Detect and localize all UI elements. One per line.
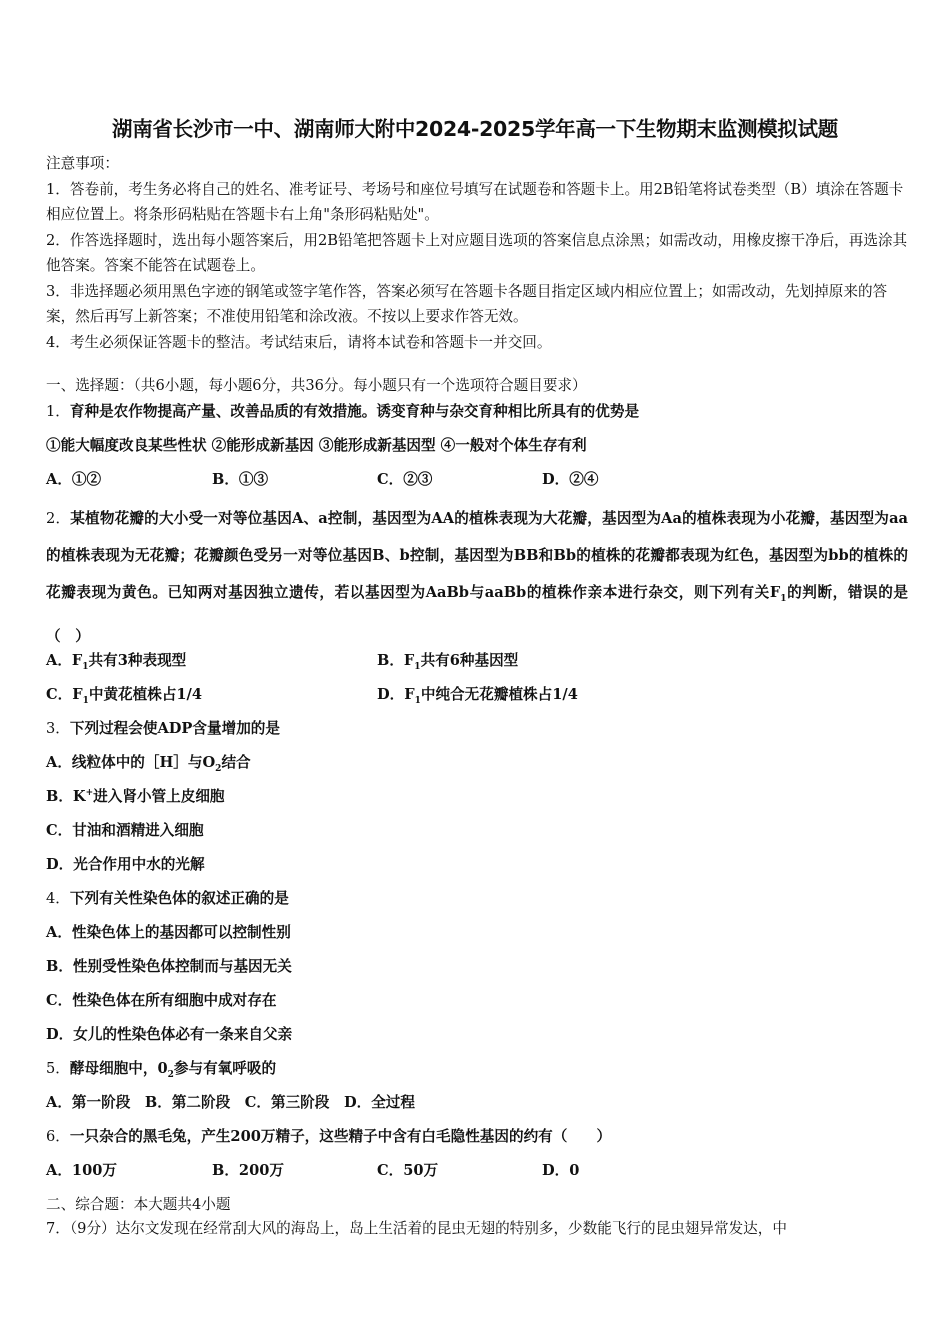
question-2 [46, 500, 908, 655]
question-5 [46, 1057, 908, 1080]
question-3 [46, 717, 908, 738]
notes-heading: 注意事项： [46, 155, 119, 172]
subscript: 2 [167, 1069, 174, 1080]
notes-item: 1．答卷前，考生务必将自己的姓名、准考证号、考场号和座位号填写在试题卷和答题卡上。用2B铅笔将试卷类型（B）填涂在答题卡相应位置上。将条形码粘贴在答题卡右上角"条形码粘贴处"。 [46, 180, 904, 223]
question-stem: 育种是农作物提高产量、改善品质的有效措施。诱变育种与杂交育种相比所具有的优势是 [69, 403, 640, 420]
section2-heading: 二、综合题：本大题共4小题 [46, 1196, 231, 1213]
option-b: B．①③ [212, 471, 269, 488]
option-d: D．光合作用中水的光解 [46, 856, 205, 873]
question-stem: 一只杂合的黑毛兔，产生200万精子，这些精子中含有白毛隐性基因的约有（ ） [69, 1128, 612, 1145]
question-number: 1． [46, 403, 70, 420]
option-d: D．②④ [542, 471, 599, 488]
notes-block [46, 151, 908, 355]
option-a: A．100万 [46, 1162, 117, 1179]
option-d: D．0 [542, 1162, 580, 1179]
q1-statements: ①能大幅度改良某些性状 ②能形成新基因 ③能形成新基因型 ④一般对个体生存有利 [46, 437, 587, 454]
question-1 [46, 400, 908, 421]
question-number: 5． [46, 1060, 70, 1077]
option-c: C．$F_1$中黄花植株占1/4 [46, 686, 203, 706]
notes-item: 2．作答选择题时，选出每小题答案后，用2B铅笔把答题卡上对应题目选项的答案信息点涂黑；如需改动，用橡皮擦干净后，再选涂其他答案。答案不能答在试题卷上。 [46, 231, 908, 274]
question-number: 2． [46, 510, 71, 527]
option-d: D．$F_1$中纯合无花瓣植株占1/4 [377, 686, 578, 706]
option-b: B．200万 [212, 1162, 284, 1179]
option-b: B．K+进入肾小管上皮细胞 [46, 788, 225, 805]
notes-item: 3．非选择题必须用黑色字迹的钢笔或签字笔作答，答案必须写在答题卡各题目指定区域内相应位置上；如需改动，先划掉原来的答案，然后再写上新答案；不准使用铅笔和涂改液。不按以上要求作答无效。 [46, 282, 888, 325]
page-title: 湖南省长沙市一中、湖南师大附中2024-2025学年高一下生物期末监测模拟试题 [112, 117, 838, 141]
subscript: 1 [780, 593, 787, 604]
question-6 [46, 1125, 908, 1146]
question-stem: 下列过程会使ADP含量增加的是 [69, 720, 280, 737]
notes-item: 4．考生必须保证答题卡的整洁。考试结束后，请将本试卷和答题卡一并交回。 [46, 333, 552, 351]
section1-heading: 一、选择题：（共6小题，每小题6分，共36分。每小题只有一个选项符合题目要求） [46, 377, 587, 394]
option-a: A．$F_1$共有3种表现型 [46, 652, 187, 672]
option-c: C．性染色体在所有细胞中成对存在 [46, 992, 277, 1009]
question-number: 4． [46, 890, 70, 907]
option-a: A．①② [46, 471, 102, 488]
option-b: B．$F_1$共有6种基因型 [377, 652, 519, 672]
question-number: 6． [46, 1128, 70, 1145]
question-stem-end: 的判断，错误的是（ ） [46, 584, 908, 645]
option-c: C．甘油和酒精进入细胞 [46, 822, 204, 839]
question-stem: 酵母细胞中，0 [69, 1060, 168, 1077]
q5-options: A．第一阶段 B．第二阶段 C．第三阶段 D．全过程 [46, 1094, 415, 1111]
question-stem: 某植物花瓣的大小受一对等位基因A、a控制，基因型为AA的植株表现为大花瓣，基因型为Aa的植株表现为小花瓣，基因型为aa的植株表现为无花瓣；花瓣颜色受另一对等位基因B、b控制，基因型为BB和Bb的植株的花瓣都表现为红色，基因型为bb的植株的花瓣表现为黄色。已知两对基因独立遗传，若以基因型为AaBb与aaBb的植株作亲本进行杂交，则下列有关F [46, 510, 908, 601]
question-7: 7．（9分）达尔文发现在经常刮大风的海岛上，岛上生活着的昆虫无翅的特别多，少数能飞行的昆虫翅异常发达，中 [46, 1220, 787, 1237]
option-a: A．线粒体中的［H］与$O_2$结合 [46, 754, 251, 774]
question-stem: 下列有关性染色体的叙述正确的是 [69, 890, 289, 907]
option-c: C．50万 [377, 1162, 439, 1179]
option-c: C．②③ [377, 471, 433, 488]
option-d: D．女儿的性染色体必有一条来自父亲 [46, 1026, 293, 1043]
question-4 [46, 887, 908, 908]
question-stem-end: 参与有氧呼吸的 [173, 1060, 277, 1077]
option-a: A．性染色体上的基因都可以控制性别 [46, 924, 291, 941]
option-b: B．性别受性染色体控制而与基因无关 [46, 958, 292, 975]
question-number: 3． [46, 720, 70, 737]
